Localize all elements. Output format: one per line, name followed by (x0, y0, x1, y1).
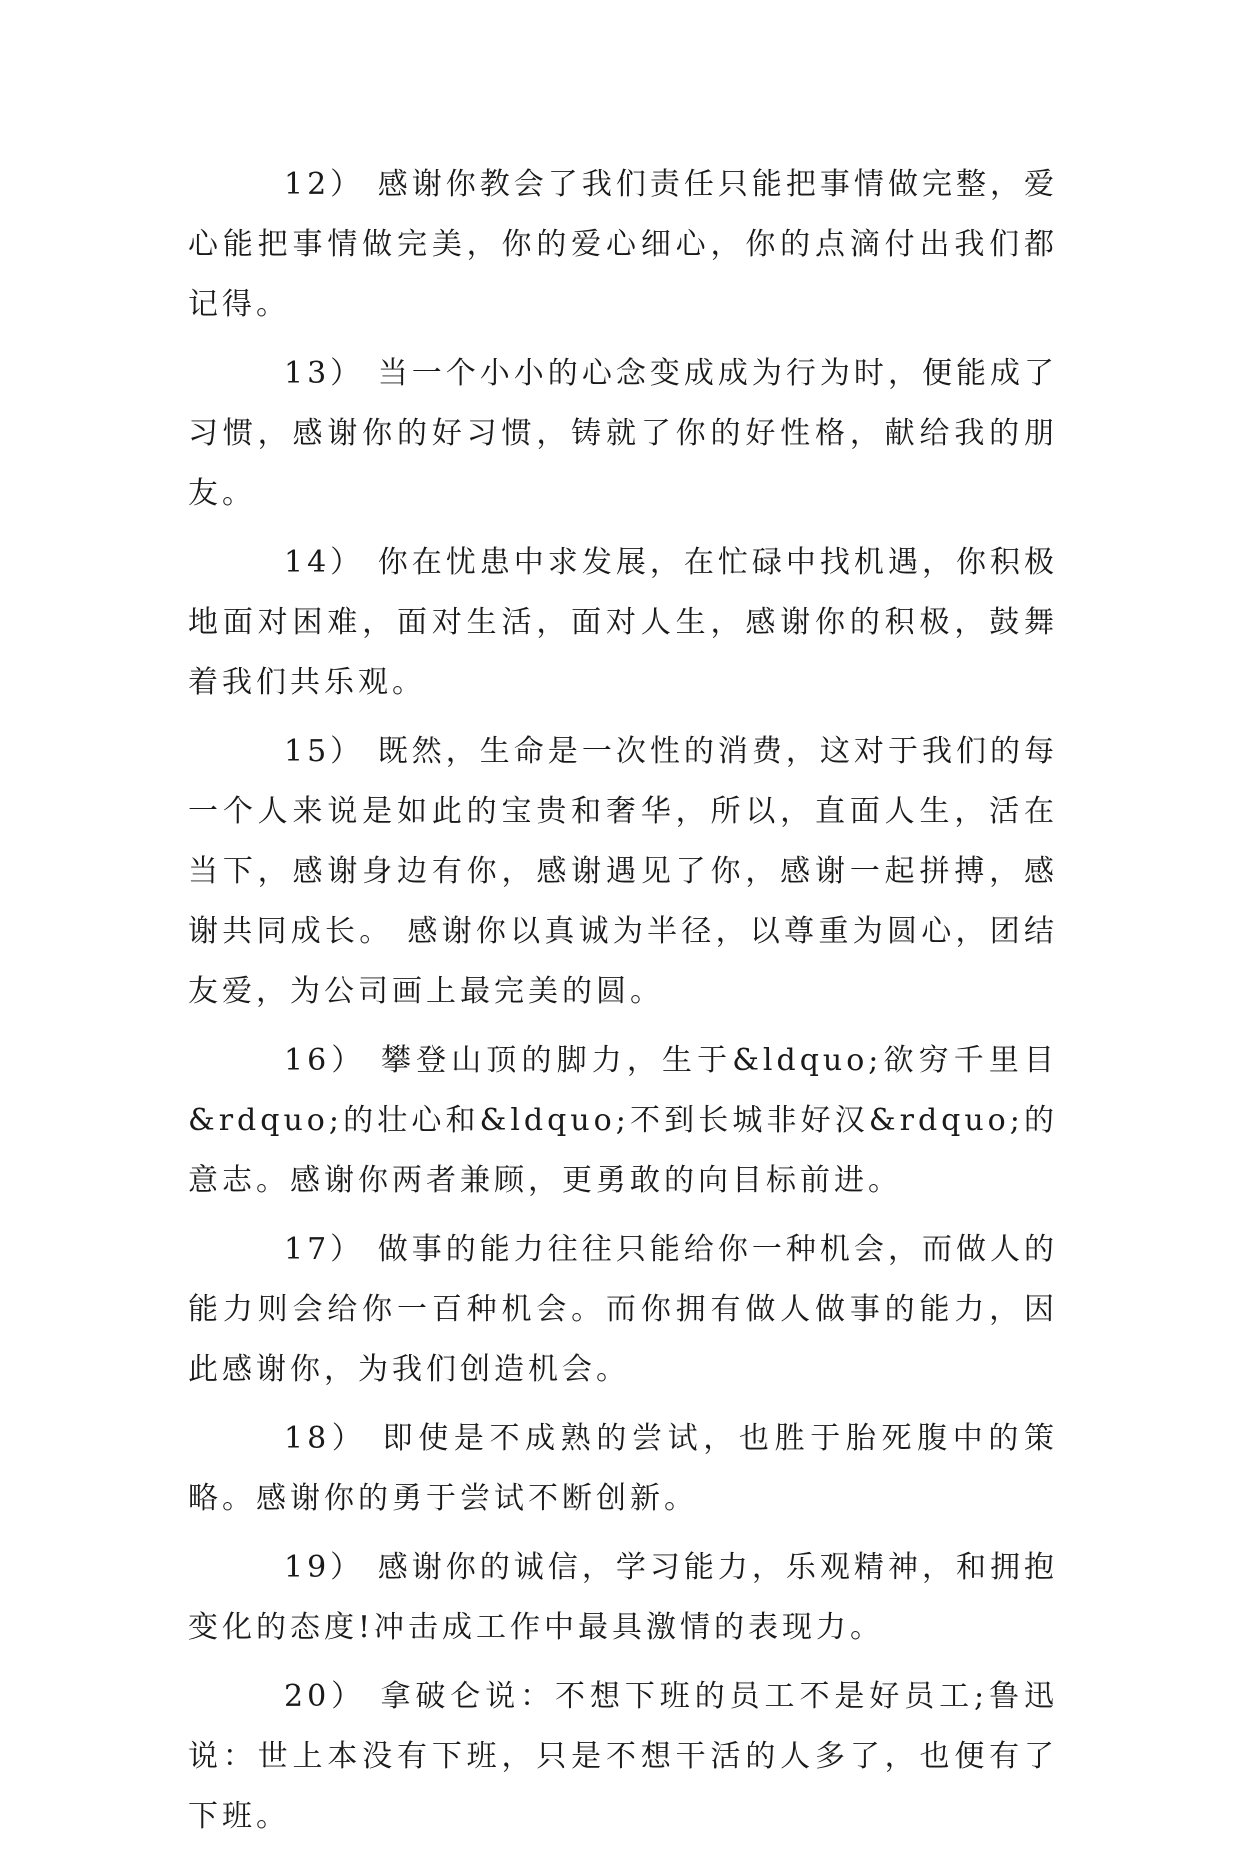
paragraph-14: 14） 你在忧患中求发展，在忙碌中找机遇，你积极地面对困难，面对生活，面对人生，感谢你的积极，鼓舞着我们共乐观。 (188, 545, 1058, 700)
document-body (188, 155, 1058, 1856)
paragraph-17: 17） 做事的能力往往只能给你一种机会，而做人的能力则会给你一百种机会。而你拥有做人做事的能力，因此感谢你，为我们创造机会。 (188, 1232, 1058, 1387)
paragraph-12: 12） 感谢你教会了我们责任只能把事情做完整，爱心能把事情做完美，你的爱心细心，你的点滴付出我们都记得。 (188, 167, 1058, 322)
paragraph-19: 19） 感谢你的诚信，学习能力，乐观精神，和拥抱变化的态度!冲击成工作中最具激情的表现力。 (188, 1550, 1058, 1645)
paragraph-15: 15） 既然，生命是一次性的消费，这对于我们的每一个人来说是如此的宝贵和奢华，所以，直面人生，活在当下，感谢身边有你，感谢遇见了你，感谢一起拼搏，感谢共同成长。 感谢你以真诚为半径，以尊重为圆心，团结友爱，为公司画上最完美的圆。 (188, 734, 1058, 1009)
paragraph-18: 18） 即使是不成熟的尝试，也胜于胎死腹中的策略。感谢你的勇于尝试不断创新。 (188, 1421, 1058, 1516)
paragraph-20: 20） 拿破仑说：不想下班的员工不是好员工;鲁迅说：世上本没有下班，只是不想干活的人多了，也便有了下班。 (188, 1679, 1058, 1834)
paragraph-16: 16） 攀登山顶的脚力，生于&ldquo;欲穷千里目&rdquo;的壮心和&ldquo;不到长城非好汉&rdquo;的意志。感谢你两者兼顾，更勇敢的向目标前进。 (188, 1043, 1058, 1198)
paragraph-13: 13） 当一个小小的心念变成成为行为时，便能成了习惯，感谢你的好习惯，铸就了你的好性格，献给我的朋友。 (188, 356, 1058, 511)
